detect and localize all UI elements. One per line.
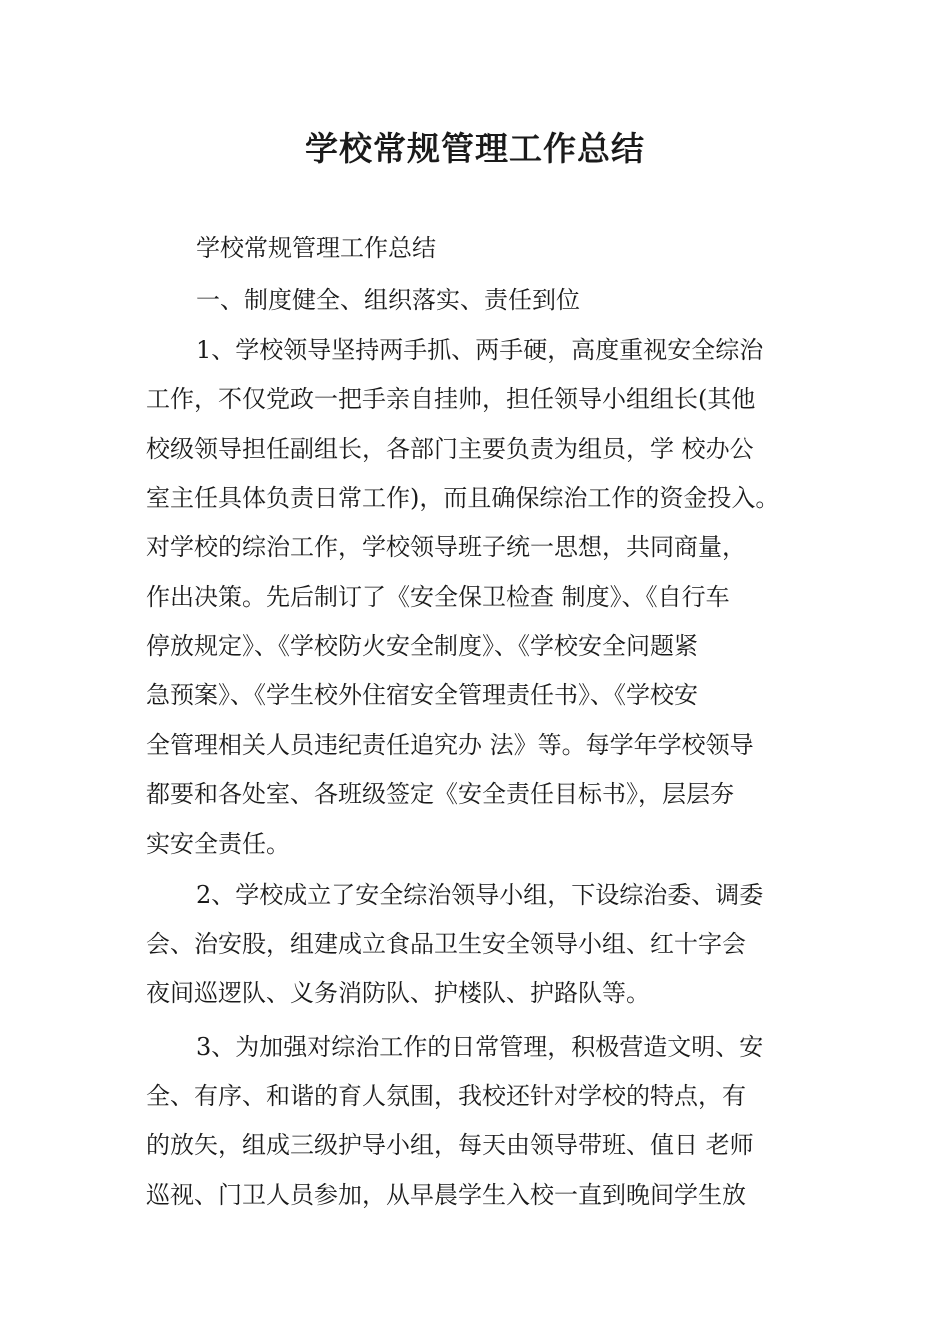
body-line: 全、有序、和谐的育人氛围，我校还针对学校的特点，有: [146, 1082, 746, 1110]
body-line: 会、治安股，组建成立食品卫生安全领导小组、红十字会: [146, 930, 746, 958]
body-line: 巡视、门卫人员参加，从早晨学生入校一直到晚间学生放: [146, 1181, 746, 1209]
body-line: 全管理相关人员违纪责任追究办 法》等。每学年学校领导: [146, 731, 754, 759]
body-line: 1、学校领导坚持两手抓、两手硬，高度重视安全综治: [196, 336, 764, 364]
body-line: 3、为加强对综治工作的日常管理，积极营造文明、安: [196, 1033, 764, 1061]
body-line: 一、制度健全、组织落实、责任到位: [196, 286, 580, 314]
body-line: 停放规定》、《学校防火安全制度》、《学校安全问题紧: [146, 632, 698, 660]
body-line: 夜间巡逻队、义务消防队、护楼队、护路队等。: [146, 979, 650, 1007]
document-title: 学校常规管理工作总结: [305, 129, 645, 168]
body-line: 的放矢，组成三级护导小组，每天由领导带班、值日 老师: [146, 1131, 754, 1159]
body-line: 校级领导担任副组长，各部门主要负责为组员，学 校办公: [146, 435, 754, 463]
body-line: 工作，不仅党政一把手亲自挂帅，担任领导小组组长(其他: [146, 385, 756, 413]
body-line: 实安全责任。: [146, 830, 290, 858]
body-line: 对学校的综治工作，学校领导班子统一思想，共同商量，: [146, 533, 746, 561]
body-line: 学校常规管理工作总结: [196, 234, 436, 262]
body-line: 急预案》、《学生校外住宿安全管理责任书》、《学校安: [146, 681, 698, 709]
body-line: 都要和各处室、各班级签定《安全责任目标书》，层层夯: [146, 780, 734, 808]
body-line: 室主任具体负责日常工作)，而且确保综治工作的资金投入。: [146, 484, 780, 512]
body-line: 作出决策。先后制订了《安全保卫检查 制度》、《自行车: [146, 583, 730, 611]
body-line: 2、学校成立了安全综治领导小组，下设综治委、调委: [196, 881, 764, 909]
